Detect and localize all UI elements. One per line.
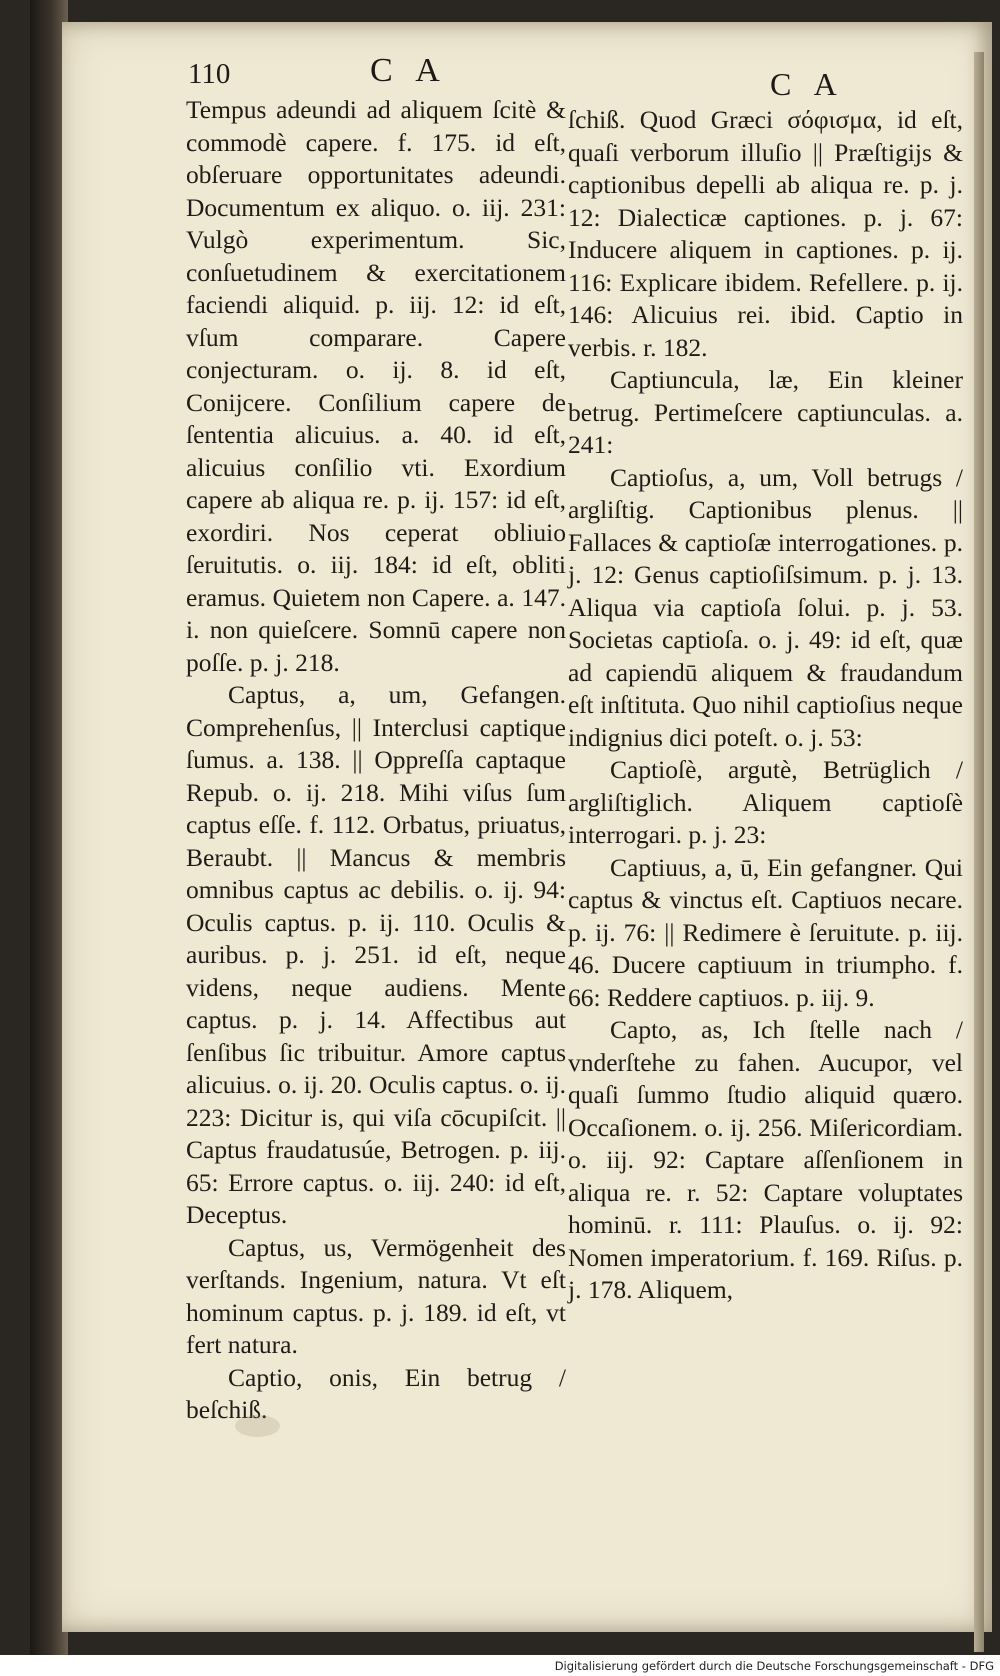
paper-stain	[235, 1415, 280, 1437]
dictionary-entry: Captio, onis, Ein betrug / beſchiß.	[186, 1362, 566, 1424]
dictionary-entry: ſchiß. Quod Græci σόφισμα, id eſt, quaſi verborum illuſio || Præſtigijs & captionibus depelli ab aliqua re. p. j. 12: Dialecticæ captiones. p. j. 67: Inducere aliquem in captiones. p. ij. 116: Explicare ibidem. Refellere. p. ij. 146: Alicuius rei. ibid. Captio in verbis. r. 182.	[568, 105, 963, 362]
dictionary-entry: Captiuncula, læ, Ein kleiner betrug. Pertimeſcere captiunculas. a. 241:	[568, 365, 963, 459]
dfg-credit: Digitalisierung gefördert durch die Deutsche Forschungsgemeinschaft - DFG	[554, 1659, 994, 1673]
dictionary-entry: Captioſè, argutè, Betrüglich / argliſtiglich. Aliquem captioſè interrogari. p. j. 23:	[568, 755, 963, 849]
dictionary-entry: Captioſus, a, um, Voll betrugs / argliſtig. Captionibus plenus. || Fallaces & captioſæ interrogationes. p. j. 12: Genus captioſiſsimum. p. j. 13. Aliqua via captioſa ſolui. p. j. 53. Societas captioſa. o. j. 49: id eſt, quæ ad capiendū aliquem & fraudandum eſt inſtituta. Quo nihil captioſius neque indignius dici poteſt. o. j. 53:	[568, 462, 963, 752]
right-column	[568, 104, 963, 1307]
page-edge	[974, 52, 984, 1652]
dictionary-entry: Captiuus, a, ū, Ein gefangner. Qui captus & vinctus eſt. Captiuos necare. p. ij. 76: || Redimere è ſeruitute. p. iij. 46. Ducere captiuum in triumpho. f. 66: Reddere captiuos. p. iij. 9.	[568, 852, 963, 1012]
page-number: 110	[188, 58, 231, 90]
dictionary-entry: Captus, us, Vermögenheit des verſtands. Ingenium, natura. Vt eſt hominum captus. p. j. 189. id eſt, vt fert natura.	[186, 1232, 566, 1359]
dictionary-entry: Tempus adeundi ad aliquem ſcitè & commodè capere. f. 175. id eſt, obſeruare opportunitates adeundi. Documentum ex aliquo. o. iij. 231: Vulgò experimentum. Sic, conſuetudinem & exercitationem faciendi aliquid. p. iij. 12: id eſt, vſum comparare. Capere conjecturam. o. ij. 8. id eſt, Conijcere. Conſilium capere de ſententia alicuius. a. 40. id eſt, alicuius conſilio vti. Exordium capere ab aliqua re. p. ij. 157: id eſt, exordiri. Nos ceperat obliuio ſeruitutis. o. iij. 184: id eſt, obliti eramus. Quietem non Capere. a. 147. i. non quieſcere. Somnū capere non poſſe. p. j. 218.	[186, 95, 566, 677]
running-head-left: C A	[370, 52, 448, 89]
running-head-right: C A	[770, 66, 845, 102]
dictionary-entry: Captus, a, um, Gefangen. Comprehenſus, || Interclusi captique ſumus. a. 138. || Oppreſſa captaque Repub. o. ij. 218. Mihi viſus ſum captus eſſe. f. 112. Orbatus, priuatus, Beraubt. || Mancus & membris omnibus captus ac debilis. o. ij. 94: Oculis captus. p. ij. 110. Oculis & auribus. p. j. 251. id eſt, neque videns, neque audiens. Mente captus. p. j. 14. Affectibus aut ſenſibus ſic tribuitur. Amore captus alicuius. o. ij. 20. Oculis captus. o. ij. 223: Dicitur is, qui viſa cōcupiſcit. || Captus fraudatusúe, Betrogen. p. iij. 65: Errore captus. o. iij. 240: id eſt, Deceptus.	[186, 680, 566, 1229]
left-column	[186, 94, 566, 1427]
dictionary-entry: Capto, as, Ich ſtelle nach / vnderſtehe zu fahen. Aucupor, vel quaſi ſummo ſtudio aliquid quæro. Occaſionem. o. ij. 256. Miſericordiam. o. iij. 92: Captare aſſenſionem in aliqua re. r. 52: Captare voluptates hominū. r. 111: Plauſus. o. ij. 92: Nomen imperatorium. f. 169. Riſus. p. j. 178. Aliquem,	[568, 1015, 963, 1304]
